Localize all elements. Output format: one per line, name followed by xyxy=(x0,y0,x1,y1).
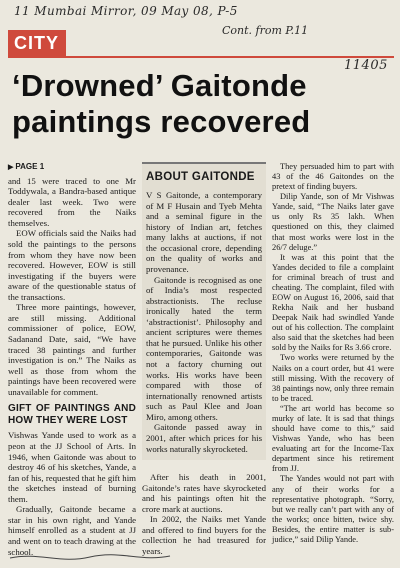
body-paragraph: Three more paintings, however, are still missing. Additional commissioner of police, EOW, Sadanand Date, said, “We have traced 38 paintings and further investigation is on.” The Naiks as well as those from whom the paintings have been recovered were unavailable for comment. xyxy=(8,302,136,397)
subhead: GIFT OF PAINTINGS AND HOW THEY WERE LOST xyxy=(8,403,136,427)
box-paragraph: Gaitonde is recognised as one of India’s most respected abstractionists. The recluse ironically hated the term ‘abstractionist’. Philosophy and ancient scriptures were themes that he pursued. Unlike his other contemporaries, Gaitonde was not a factory churning out works. His works have been compared with those of internationally renowned artists such as Paul Klee and Joan Miro, among others. xyxy=(146,274,262,422)
section-rule xyxy=(8,56,394,58)
column-1 xyxy=(8,162,136,557)
body-paragraph: The Yandes would not part with any of their works for a representative photograph. “Sorry, but we really can’t part with any of the works; once bitten, twice shy. Besides, the entire matter is sub-judice,” said Dilip Yande. xyxy=(272,474,394,544)
body-paragraph: They persuaded him to part with 43 of the 46 Gaitondes on the pretext of finding buyers. xyxy=(272,162,394,192)
body-paragraph: Two works were returned by the Naiks on a court order, but 41 were still missing. With the recovery of 38 paintings now, only three remain to be traced. xyxy=(272,353,394,403)
section-label: CITY xyxy=(8,30,66,56)
pencil-scrawl xyxy=(0,548,400,568)
body-paragraph: After his death in 2001, Gaitonde’s rates have skyrocketed and his paintings often hit the crore mark at auctions. xyxy=(142,472,266,514)
box-paragraph: V S Gaitonde, a contemporary of M F Husain and Tyeb Mehta and a seminal figure in the history of Indian art, fetches many lakhs at auctions, if not the occasional crore, depending on the quality of works and provenance. xyxy=(146,190,262,274)
handwritten-number: 11405 xyxy=(344,58,388,73)
handwritten-source-note: 11 Mumbai Mirror, 09 May 08, P-5 xyxy=(14,4,238,18)
body-paragraph: Vishwas Yande used to work as a peon at the JJ School of Arts. In 1946, when Gaitonde was about to destroy 46 of his sketches, Yande, a fan of his, requested that he gift him the sketches instead of burning them. xyxy=(8,430,136,504)
headline: ‘Drowned’ Gaitonde paintings recovered xyxy=(12,68,311,139)
box-paragraph: Gaitonde passed away in 2001, after which prices for his works naturally skyrocketed. xyxy=(146,422,262,454)
column-3 xyxy=(272,162,394,545)
body-paragraph: EOW officials said the Naiks had sold the paintings to the persons from whom they have now been recovered. However, EOW is still investigating if the buyers were aware of the questionable status of the transactions. xyxy=(8,228,136,302)
jump-arrow-icon: ▶ xyxy=(8,164,14,171)
body-paragraph: Gradually, Gaitonde became a star in his own right, and Yande himself enrolled as a student at JJ and went on to teach drawing at the school. xyxy=(8,504,136,557)
body-paragraph: It was at this point that the Yandes decided to file a complaint for criminal breach of trust and cheating. The complaint, filed with EOW on August 16, 2006, said that Rekha Naik and her husband Deepak Naik had swindled Yande out of his collection. The complaint also said that the sketches had been sold by the Naiks for Rs 3.66 crore. xyxy=(272,252,394,353)
jump-line xyxy=(8,162,136,174)
column-2 xyxy=(142,162,266,557)
body-paragraph: In 2002, the Naiks met Yande and offered to find buyers for the collection he had treasured for years. xyxy=(142,514,266,556)
about-gaitonde-box xyxy=(142,162,266,460)
jump-label: PAGE 1 xyxy=(15,162,45,171)
about-box-title: ABOUT GAITONDE xyxy=(146,171,255,183)
body-paragraph: Dilip Yande, son of Mr Vishwas Yande, said, “The Naiks later gave us only Rs 35 lakh. When questioned on this, they claimed that most works were lost in the 26/7 deluge.” xyxy=(272,192,394,252)
body-paragraph: and 15 were traced to one Mr Toddywala, a Bandra-based antique dealer last week. Two were recovered from the Naiks themselves. xyxy=(8,175,136,228)
handwritten-continuation-note: Cont. from P.11 xyxy=(222,24,309,37)
body-paragraph: “The art world has become so murky of late. It is sad that things should have come to this,” said Vishwas Yande, who has been evaluating art for the Income-Tax department since his retirement from JJ. xyxy=(272,403,394,474)
